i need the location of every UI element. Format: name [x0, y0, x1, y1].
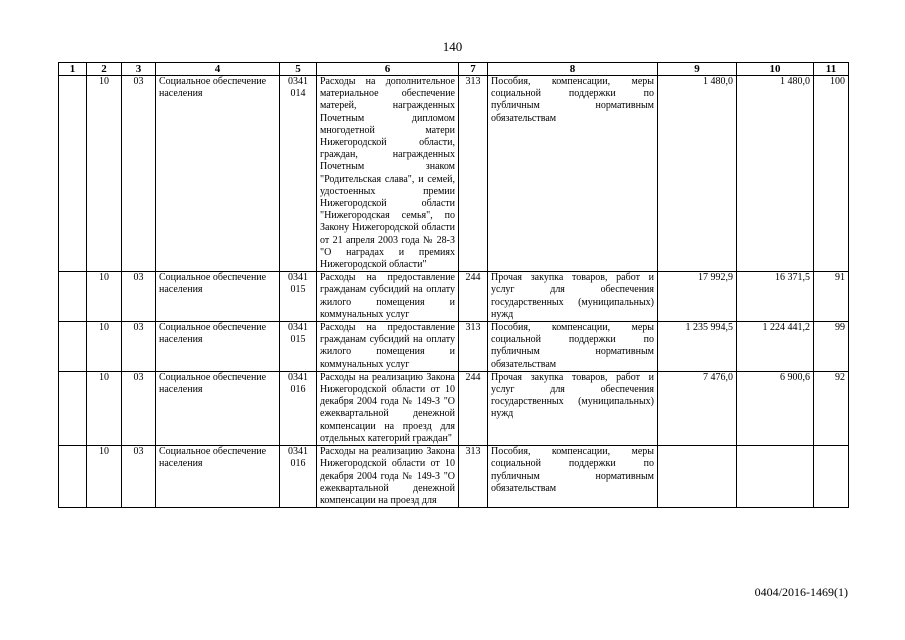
cell-expense-type: 313	[459, 322, 488, 372]
table-row	[59, 76, 849, 272]
budget-table	[58, 62, 849, 508]
cell-col1	[59, 322, 87, 372]
cell-section: 10	[87, 371, 122, 445]
table-row	[59, 371, 849, 445]
cell-section: 10	[87, 446, 122, 508]
column-header: 3	[122, 63, 156, 76]
cell-executed: 16 371,5	[737, 272, 814, 322]
column-header: 2	[87, 63, 122, 76]
cell-expense-name: Расходы на дополнительное материальное обеспечение матерей, награжденных Почетным дипломом многодетной матери Нижегородской области, граждан, награжденных Почетным знаком "Родительская слава", и семей, удостоенных премии Нижегородской области "Нижегородская семья", по Закону Нижегородской области от 21 апреля 2003 года № 28-З "О наградах и премиях Нижегородской области"	[317, 76, 459, 272]
cell-subsection: 03	[122, 371, 156, 445]
cell-col1	[59, 371, 87, 445]
cell-expense-name: Расходы на реализацию Закона Нижегородской области от 10 декабря 2004 года № 149-З "О ежеквартальной денежной компенсации на проезд для	[317, 446, 459, 508]
cell-section-name: Социальное обеспечение населения	[156, 322, 280, 372]
cell-expense-type-name: Прочая закупка товаров, работ и услуг для обеспечения государственных (муниципальных) нужд	[488, 272, 658, 322]
cell-expense-name: Расходы на предоставление гражданам субсидий на оплату жилого помещения и коммунальных услуг	[317, 322, 459, 372]
cell-target-code	[280, 322, 317, 372]
cell-planned	[658, 446, 737, 508]
cell-planned: 1 480,0	[658, 76, 737, 272]
cell-expense-type: 244	[459, 272, 488, 322]
target-code-part: 016	[290, 384, 306, 396]
cell-target-code	[280, 76, 317, 272]
target-code-part: 0341	[288, 371, 308, 383]
cell-section-name: Социальное обеспечение населения	[156, 76, 280, 272]
cell-expense-name: Расходы на предоставление гражданам субсидий на оплату жилого помещения и коммунальных услуг	[317, 272, 459, 322]
cell-planned: 17 992,9	[658, 272, 737, 322]
cell-subsection: 03	[122, 322, 156, 372]
cell-col1	[59, 272, 87, 322]
document-code: 0404/2016-1469(1)	[754, 585, 848, 599]
column-header: 11	[814, 63, 849, 76]
table-row	[59, 446, 849, 508]
cell-section-name: Социальное обеспечение населения	[156, 446, 280, 508]
cell-col1	[59, 446, 87, 508]
cell-expense-type-name: Пособия, компенсации, меры социальной поддержки по публичным нормативным обязательствам	[488, 446, 658, 508]
cell-section: 10	[87, 322, 122, 372]
column-header: 10	[737, 63, 814, 76]
cell-subsection: 03	[122, 272, 156, 322]
table-row	[59, 272, 849, 322]
cell-planned: 7 476,0	[658, 371, 737, 445]
cell-section-name: Социальное обеспечение населения	[156, 272, 280, 322]
cell-col1	[59, 76, 87, 272]
target-code-part: 0341	[288, 272, 308, 284]
column-header: 4	[156, 63, 280, 76]
target-code-part: 0341	[288, 446, 308, 458]
cell-percent: 100	[814, 76, 849, 272]
target-code-part: 015	[290, 284, 306, 296]
target-code-part: 014	[290, 88, 306, 100]
cell-percent: 99	[814, 322, 849, 372]
cell-section-name: Социальное обеспечение населения	[156, 371, 280, 445]
target-code-part: 0341	[288, 76, 308, 87]
cell-subsection: 03	[122, 446, 156, 508]
cell-percent: 92	[814, 371, 849, 445]
target-code-part: 015	[290, 334, 306, 346]
target-code-part: 0341	[288, 322, 308, 334]
cell-executed: 6 900,6	[737, 371, 814, 445]
cell-executed	[737, 446, 814, 508]
column-header: 8	[488, 63, 658, 76]
cell-expense-name: Расходы на реализацию Закона Нижегородской области от 10 декабря 2004 года № 149-З "О ежеквартальной денежной компенсации на проезд для отдельных категорий граждан"	[317, 371, 459, 445]
header-row	[59, 63, 849, 76]
cell-section: 10	[87, 76, 122, 272]
cell-section: 10	[87, 272, 122, 322]
column-header: 7	[459, 63, 488, 76]
target-code-part: 016	[290, 458, 306, 470]
table-row	[59, 322, 849, 372]
column-header: 6	[317, 63, 459, 76]
cell-expense-type-name: Пособия, компенсации, меры социальной поддержки по публичным нормативным обязательствам	[488, 76, 658, 272]
cell-expense-type: 244	[459, 371, 488, 445]
cell-planned: 1 235 994,5	[658, 322, 737, 372]
cell-subsection: 03	[122, 76, 156, 272]
cell-executed: 1 480,0	[737, 76, 814, 272]
cell-executed: 1 224 441,2	[737, 322, 814, 372]
page-number: 140	[442, 39, 463, 54]
cell-expense-type: 313	[459, 446, 488, 508]
column-header: 5	[280, 63, 317, 76]
cell-expense-type: 313	[459, 76, 488, 272]
cell-expense-type-name: Пособия, компенсации, меры социальной поддержки по публичным нормативным обязательствам	[488, 322, 658, 372]
column-header: 1	[59, 63, 87, 76]
cell-target-code	[280, 272, 317, 322]
cell-percent: 91	[814, 272, 849, 322]
cell-expense-type-name: Прочая закупка товаров, работ и услуг для обеспечения государственных (муниципальных) нужд	[488, 371, 658, 445]
cell-target-code	[280, 446, 317, 508]
cell-percent	[814, 446, 849, 508]
column-header: 9	[658, 63, 737, 76]
cell-target-code	[280, 371, 317, 445]
